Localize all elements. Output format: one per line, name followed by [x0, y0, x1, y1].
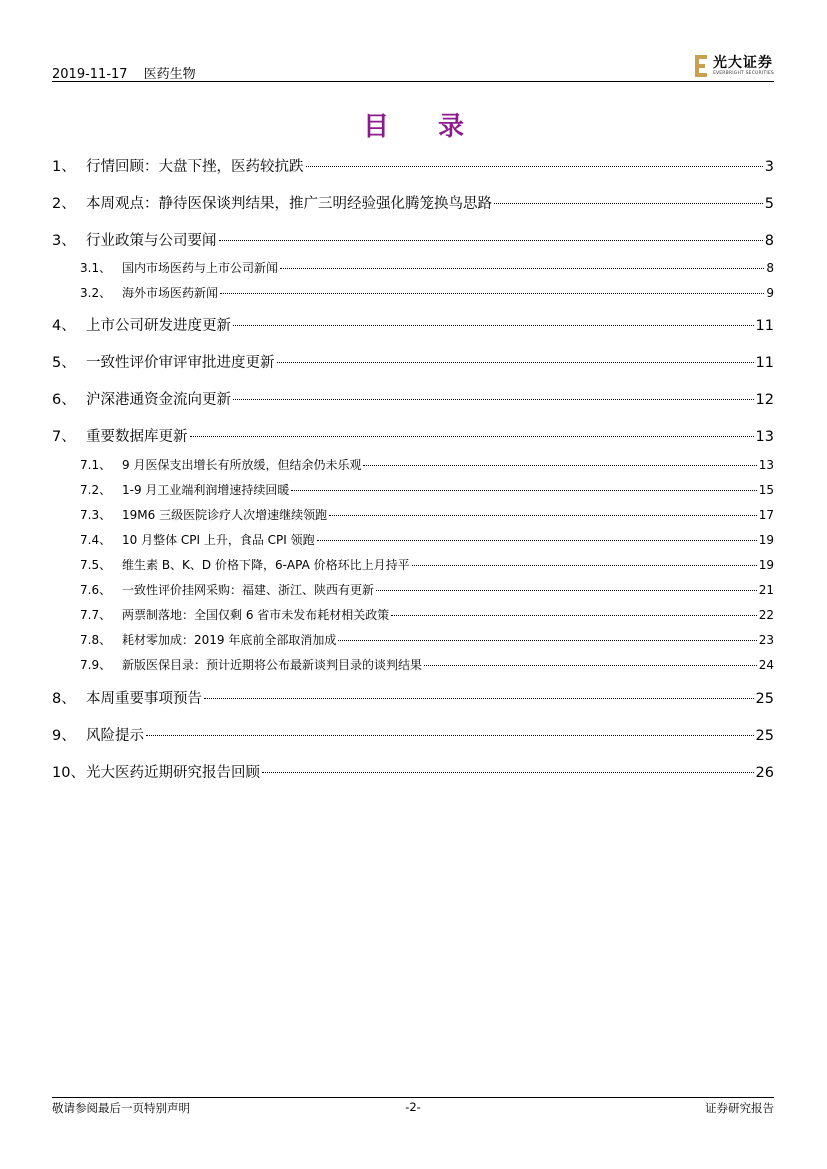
toc-entry-number: 4、: [52, 318, 76, 334]
toc-entry-page: 5: [764, 196, 774, 212]
toc-entry-number: 7.8、: [80, 633, 112, 647]
toc-entry-page: 12: [755, 392, 774, 408]
toc-leader-dots: [219, 240, 763, 241]
toc-entry-number: 7.7、: [80, 608, 112, 622]
toc-entry-number: 7.3、: [80, 508, 112, 522]
toc-entry-label[interactable]: 维生素 B、K、D 价格下降，6-APA 价格环比上月持平: [122, 558, 410, 572]
toc-entry-label[interactable]: 本周观点：静待医保谈判结果，推广三明经验强化腾笼换鸟思路: [86, 196, 492, 212]
header-divider: [52, 81, 774, 82]
sector-name: 医药生物: [143, 67, 196, 82]
toc-entry-label[interactable]: 10 月整体 CPI 上升，食品 CPI 领跑: [122, 533, 315, 547]
toc-entry[interactable]: [52, 314, 774, 335]
toc-entry-number: 7.9、: [80, 658, 112, 672]
page-number: -2-: [405, 1100, 421, 1114]
toc-entry[interactable]: [52, 531, 774, 548]
toc-leader-dots: [277, 362, 754, 363]
toc-entry-label[interactable]: 重要数据库更新: [86, 429, 188, 445]
toc-entry-page: 25: [755, 691, 774, 707]
page-footer: [52, 1100, 774, 1116]
toc-entry-number: 7.5、: [80, 558, 112, 572]
toc-leader-dots: [190, 436, 754, 437]
toc-entry-page: 26: [755, 765, 774, 781]
toc-entry-number: 3.2、: [80, 286, 112, 300]
toc-entry-page: 25: [755, 728, 774, 744]
toc-leader-dots: [391, 615, 756, 616]
toc-entry-label[interactable]: 耗材零加成：2019 年底前全部取消加成: [122, 633, 337, 647]
toc-leader-dots: [220, 293, 764, 294]
toc-entry[interactable]: [52, 656, 774, 673]
toc-leader-dots: [233, 325, 754, 326]
footer-divider: [52, 1097, 774, 1098]
toc-entry-page: 17: [758, 508, 774, 522]
toc-entry-label[interactable]: 行业政策与公司要闻: [86, 233, 217, 249]
toc-entry-number: 7.4、: [80, 533, 112, 547]
toc-entry-label[interactable]: 9 月医保支出增长有所放缓，但结余仍未乐观: [122, 458, 362, 472]
toc-entry[interactable]: [52, 687, 774, 708]
toc-entry[interactable]: [52, 456, 774, 473]
toc-entry-label[interactable]: 国内市场医药与上市公司新闻: [122, 261, 279, 275]
report-date: 2019-11-17: [52, 67, 128, 82]
toc-leader-dots: [338, 640, 756, 641]
toc-entry[interactable]: [52, 259, 774, 276]
toc-leader-dots: [412, 565, 757, 566]
toc-leader-dots: [204, 698, 754, 699]
toc-entry-number: 5、: [52, 355, 76, 371]
toc-entry-page: 13: [755, 429, 774, 445]
toc-leader-dots: [494, 203, 763, 204]
toc-entry[interactable]: [52, 724, 774, 745]
toc-entry-page: 8: [764, 233, 774, 249]
toc-entry-number: 1、: [52, 159, 76, 175]
toc-entry-label[interactable]: 两票制落地：全国仅剩 6 省市未发布耗材相关政策: [122, 608, 390, 622]
toc-entry-label[interactable]: 1-9 月工业端利润增速持续回暖: [122, 483, 290, 497]
toc-entry-number: 6、: [52, 392, 76, 408]
toc-leader-dots: [363, 465, 756, 466]
toc-entry-number: 7.6、: [80, 583, 112, 597]
toc-entry-label[interactable]: 上市公司研发进度更新: [86, 318, 231, 334]
toc-entry[interactable]: [52, 425, 774, 446]
toc-entry-page: 19: [758, 533, 774, 547]
toc-entry-page: 15: [758, 483, 774, 497]
toc-entry-label[interactable]: 沪深港通资金流向更新: [86, 392, 231, 408]
disclaimer-note: 敬请参阅最后一页特别声明: [52, 1101, 190, 1115]
toc-entry-page: 11: [755, 355, 774, 371]
toc-entry-label[interactable]: 海外市场医药新闻: [122, 286, 219, 300]
toc-entry-number: 9、: [52, 728, 76, 744]
toc-entry-page: 19: [758, 558, 774, 572]
toc-entry-label[interactable]: 本周重要事项预告: [86, 691, 202, 707]
toc-entry-label[interactable]: 行情回顾：大盘下挫，医药较抗跌: [86, 159, 304, 175]
toc-entry[interactable]: [52, 481, 774, 498]
toc-leader-dots: [280, 268, 764, 269]
toc-entry-label[interactable]: 光大医药近期研究报告回顾: [86, 765, 260, 781]
toc-entry-number: 3.1、: [80, 261, 112, 275]
logo-english-name: EVERBRIGHT SECURITIES: [712, 70, 774, 76]
toc-entry-number: 3、: [52, 233, 76, 249]
toc-entry[interactable]: [52, 631, 774, 648]
toc-entry-label[interactable]: 一致性评价挂网采购：福建、浙江、陕西有更新: [122, 583, 375, 597]
toc-leader-dots: [376, 590, 757, 591]
toc-entry[interactable]: [52, 506, 774, 523]
toc-entry[interactable]: [52, 351, 774, 372]
toc-entry[interactable]: [52, 229, 774, 250]
toc-entry-label[interactable]: 19M6 三级医院诊疗人次增速继续领跑: [122, 508, 328, 522]
toc-entry[interactable]: [52, 284, 774, 301]
toc-entry[interactable]: [52, 155, 774, 176]
toc-entry-label[interactable]: 一致性评价审评审批进度更新: [86, 355, 275, 371]
toc-entry-page: 21: [758, 583, 774, 597]
toc-entry[interactable]: [52, 556, 774, 573]
company-logo: [695, 52, 774, 80]
toc-entry[interactable]: [52, 761, 774, 782]
header-info: [52, 63, 196, 82]
toc-entry-page: 13: [758, 458, 774, 472]
toc-entry[interactable]: [52, 606, 774, 623]
toc-entry-page: 3: [764, 159, 774, 175]
toc-leader-dots: [233, 399, 754, 400]
toc-title: 目 录: [362, 112, 485, 142]
toc-entry[interactable]: [52, 581, 774, 598]
toc-entry-page: 9: [766, 286, 774, 300]
toc-entry-page: 24: [758, 658, 774, 672]
logo-mark-icon: [695, 55, 709, 77]
toc-entry-number: 8、: [52, 691, 76, 707]
toc-entry-number: 7.1、: [80, 458, 112, 472]
toc-leader-dots: [329, 515, 757, 516]
toc-entry-number: 7.2、: [80, 483, 112, 497]
toc-leader-dots: [306, 166, 763, 167]
toc-leader-dots: [424, 665, 757, 666]
toc-entry[interactable]: [52, 192, 774, 213]
toc-leader-dots: [262, 772, 754, 773]
toc-entry-page: 23: [758, 633, 774, 647]
toc-leader-dots: [146, 735, 754, 736]
page-header: [52, 52, 774, 82]
toc-entry-number: 10、: [52, 765, 85, 781]
report-type: 证券研究报告: [705, 1101, 774, 1115]
toc-entry-page: 11: [755, 318, 774, 334]
logo-chinese-name: 光大证券: [712, 54, 773, 71]
toc-entry[interactable]: [52, 388, 774, 409]
toc-leader-dots: [291, 490, 756, 491]
toc-entry-page: 22: [758, 608, 774, 622]
toc-leader-dots: [317, 540, 757, 541]
toc-entry-number: 7、: [52, 429, 76, 445]
toc-entry-label[interactable]: 风险提示: [86, 728, 144, 744]
toc-entry-label[interactable]: 新版医保目录：预计近期将公布最新谈判目录的谈判结果: [122, 658, 423, 672]
toc-entry-page: 8: [766, 261, 774, 275]
toc-entry-number: 2、: [52, 196, 76, 212]
